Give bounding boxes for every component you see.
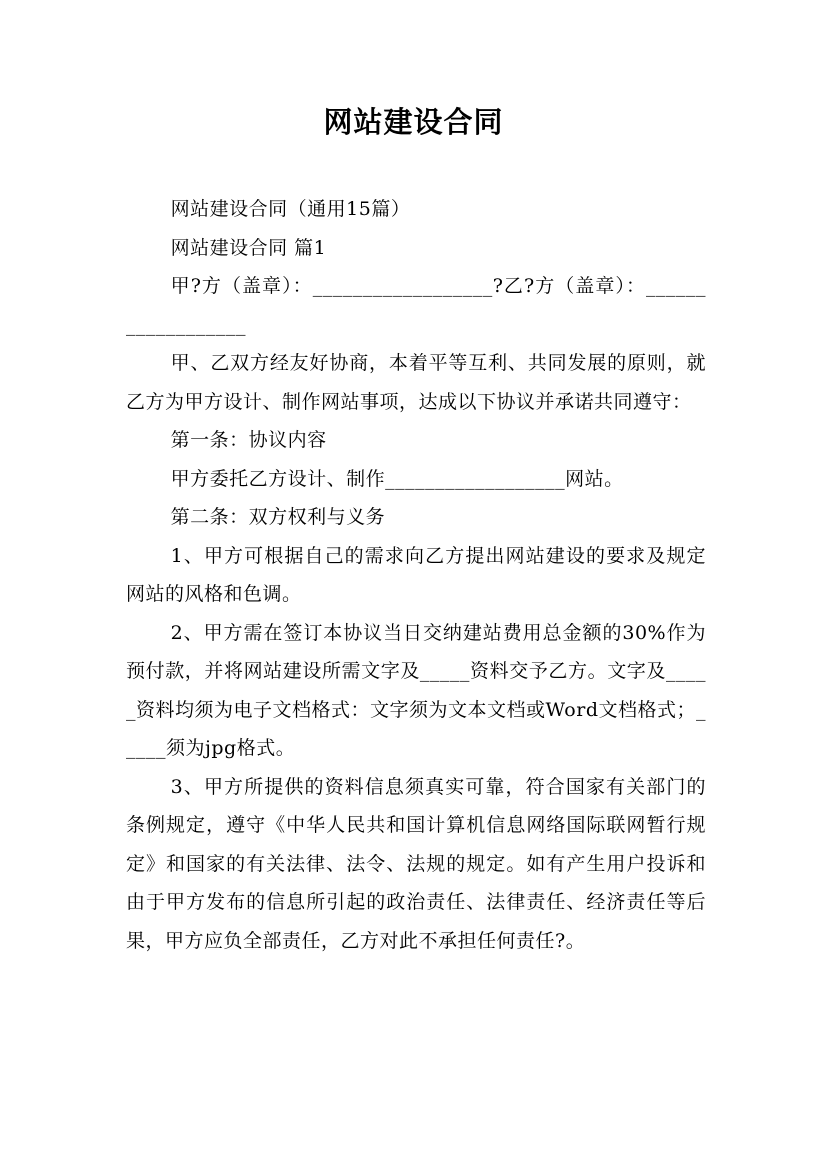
article-two-heading: 第二条：双方权利与义务 xyxy=(170,506,386,528)
section-heading: 网站建设合同 篇1 xyxy=(170,236,327,259)
preamble-paragraph: 甲、乙双方经友好协商，本着平等互利、共同发展的原则，就乙方为甲方设计、制作网站事项，达成以下协议并承诺共同遵守： xyxy=(126,352,706,413)
article-one-heading: 第一条：协议内容 xyxy=(170,429,327,451)
subtitle-paragraph: 网站建设合同（通用15篇） xyxy=(170,198,411,220)
clause-3: 3、甲方所提供的资料信息须真实可靠，符合国家有关部门的条例规定，遵守《中华人民共和国计算机信息网络国际联网暂行规定》和国家的有关法律、法令、法规的规定。如有产生用户投诉和由于甲方发布的信息所引起的政治责任、法律责任、经济责任等后果，甲方应负全部责任，乙方对此不承担任何责任?。 xyxy=(126,775,706,952)
clause-2: 2、甲方需在签订本协议当日交纳建站费用总金额的30%作为预付款，并将网站建设所需文字及_____资料交予乙方。文字及_____资料均须为电子文档格式：文字须为文本文档或Word文档格式；_____须为jpg格式。 xyxy=(126,621,706,759)
signature-line: 甲?方（盖章）：__________________?乙?方（盖章）：__________________ xyxy=(126,275,706,336)
article-one-content: 甲方委托乙方设计、制作__________________网站。 xyxy=(170,467,624,490)
document-body xyxy=(126,190,706,960)
clause-1: 1、甲方可根据自己的需求向乙方提出网站建设的要求及规定网站的风格和色调。 xyxy=(126,544,706,605)
document-title: 网站建设合同 xyxy=(323,105,504,139)
